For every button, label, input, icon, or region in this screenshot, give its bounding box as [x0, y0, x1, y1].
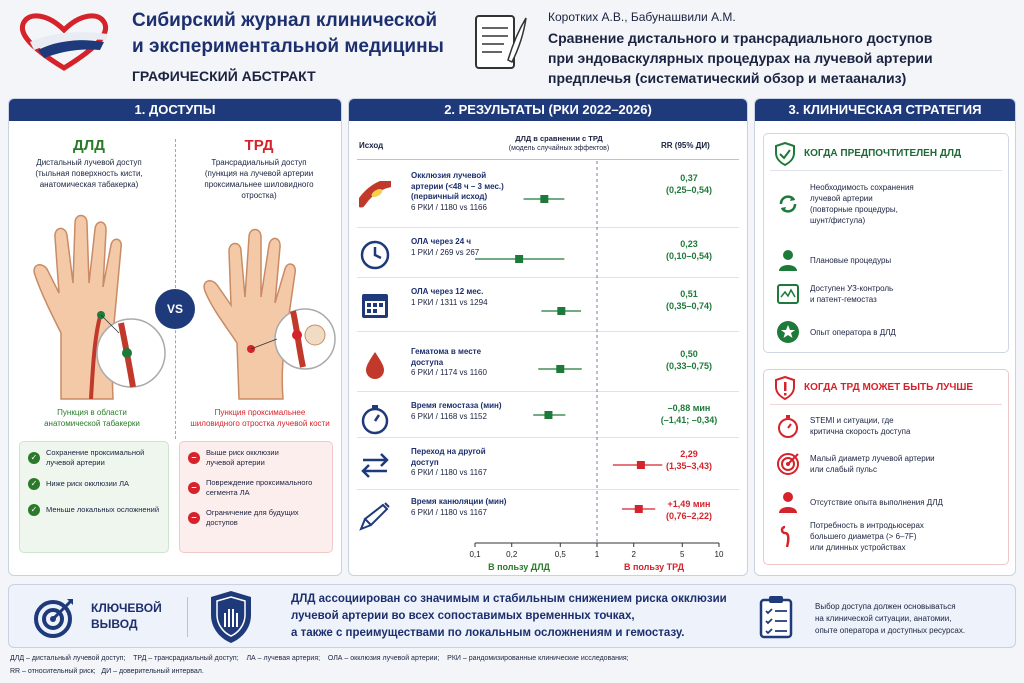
rr-ci: (0,35–0,74) [665, 301, 713, 311]
rr-ci: (0,10–0,54) [665, 251, 713, 261]
outcome-name: Гематома в месте доступа [411, 347, 482, 367]
trd-drawback-item: – Ограничение для будущих доступов [188, 508, 324, 528]
trd-abbr: ТРД [244, 137, 274, 154]
trd-hand-illustration [189, 203, 339, 403]
point-estimate [540, 195, 548, 203]
abbreviations-line1: ДЛД – дистальный лучевой доступ; ТРД – трансрадиальный доступ; ЛА – лучевая артерия; ОЛА – окклюзия лучевой артерии; РКИ – рандомизированные клинические исследования; [10, 655, 629, 662]
col-comparison-line2: (модель случайных эффектов) [508, 145, 610, 152]
dld-item-experience: Опыт оператора в ДЛД [776, 320, 996, 344]
section-accesses [8, 98, 342, 576]
abstract-label: ГРАФИЧЕСКИЙ АБСТРАКТ [132, 68, 316, 84]
rr-value: +1,49 мин [667, 499, 711, 509]
rr-ci: (0,76–2,22) [665, 511, 713, 521]
rr-ci: (0,25–0,54) [665, 185, 713, 195]
outcome-name: Время гемостаза (мин) [411, 401, 502, 410]
rr-value: 2,29 [680, 449, 698, 459]
outcome-name: ОЛА через 12 мес. [411, 287, 484, 296]
trd-desc3: проксимальнее шиловидного [204, 180, 314, 189]
trd-item-no-experience: Отсутствие опыта выполнения ДЛД [776, 490, 996, 514]
person-icon [776, 490, 800, 514]
side-note-line2: на клинической ситуации, анатомии, [815, 614, 952, 623]
trd-desc1: Трансрадиальный доступ [211, 158, 307, 167]
trd-drawback-item: – Выше риск окклюзии лучевой артерии [188, 448, 324, 468]
trd-puncture-line2: шиловидного отростка лучевой кости [190, 419, 330, 428]
dld-desc1: Дистальный лучевой доступ [36, 158, 142, 167]
dld-hand-illustration [21, 203, 171, 403]
journal-title-line1: Сибирский журнал клинической [132, 10, 438, 31]
outcome-trials: 6 РКИ / 1174 vs 1160 [411, 368, 487, 377]
rr-value: 0,51 [680, 289, 698, 299]
key-conclusion-label2: ВЫВОД [91, 617, 138, 631]
shield-check-icon [774, 142, 796, 166]
point-estimate [544, 411, 552, 419]
outcome-trials: 6 РКИ / 1180 vs 1167 [411, 507, 487, 517]
rr-ci: (1,35–3,43) [665, 461, 713, 471]
conclusion-bar [8, 584, 1016, 648]
minus-icon: – [188, 512, 200, 524]
paper-title-line3: предплечья (систематический обзор и метаанализ) [548, 70, 907, 86]
dld-preferred-title: КОГДА ПРЕДПОЧТИТЕЛЕН ДЛД [804, 148, 962, 159]
minus-icon: – [188, 482, 200, 494]
trd-item-stemi: STEMI и ситуации, где критична скорость доступа [776, 414, 996, 438]
check-icon: ✓ [28, 452, 40, 464]
journal-title-line2: и экспериментальной медицины [132, 36, 444, 57]
outcome-name: Переход на другой доступ [411, 447, 486, 467]
dld-item-ultrasound: Доступен УЗ-контроль и патент-гемостаз [776, 282, 996, 306]
rr-value: 0,50 [680, 349, 698, 359]
section-accesses-title: 1. ДОСТУПЫ [9, 99, 341, 121]
paper-title-line1: Сравнение дистального и трансрадиального доступов [548, 30, 933, 46]
star-badge-icon [776, 320, 800, 344]
x-tick-label: 1 [594, 550, 600, 559]
rr-ci: (–1,41; –0,34) [660, 415, 718, 425]
authors: Коротких А.В., Бабунашвили А.М. [548, 10, 736, 24]
section-results-title: 2. РЕЗУЛЬТАТЫ (РКИ 2022–2026) [349, 99, 747, 121]
trd-item-small-artery: Малый диаметр лучевой артерии или слабый пульс [776, 452, 996, 476]
clipboard-checklist-icon [759, 595, 793, 639]
person-icon [776, 248, 800, 272]
outcome-trials: 6 РКИ / 1180 vs 1167 [411, 468, 487, 477]
vs-badge: VS [155, 289, 195, 329]
dld-desc3: анатомическая табакерка) [39, 180, 139, 189]
trd-desc2: (пункция на лучевой артерии [204, 169, 314, 178]
catheter-icon [776, 525, 800, 549]
dld-item-preserve: Необходимость сохранения лучевой артерии (повторные процедуры, шунт/фистула) [776, 182, 996, 226]
outcome-name: ОЛА через 24 ч [411, 237, 472, 246]
dld-puncture-line2: анатомической табакерки [44, 419, 140, 428]
dld-puncture-line1: Пункция в области [57, 408, 127, 417]
rr-value: –0,88 мин [667, 403, 711, 413]
section-strategy-title: 3. КЛИНИЧЕСКАЯ СТРАТЕГИЯ [755, 99, 1015, 121]
shield-alert-icon [774, 376, 796, 400]
outcome-trials: 6 РКИ / 1168 vs 1152 [411, 411, 487, 421]
outcome-name: Время канюляции (мин) [411, 497, 507, 506]
conclusion-text-line2: лучевой артерии во всех сопоставимых временных точках, [291, 610, 635, 622]
ultrasound-monitor-icon [776, 282, 800, 306]
point-estimate [515, 255, 523, 263]
trd-drawbacks-box [179, 441, 333, 553]
rr-value: 0,37 [680, 173, 698, 183]
rr-ci: (0,33–0,75) [665, 361, 713, 371]
dld-benefit-item: ✓ Ниже риск окклюзии ЛА [28, 478, 160, 490]
dld-benefit-item: ✓ Сохранение проксимальной лучевой артерии [28, 448, 160, 468]
conclusion-text-line3: а также с преимуществами по локальным осложнениям и гемостазу. [291, 627, 685, 639]
minus-icon: – [188, 452, 200, 464]
section-results [348, 98, 748, 576]
outcome-trials: 1 РКИ / 1311 vs 1294 [411, 297, 488, 307]
x-tick-label: 0,2 [506, 550, 518, 559]
target-icon [776, 452, 800, 476]
favor-trd-label: В пользу ТРД [623, 562, 685, 572]
outcome-trials: 1 РКИ / 269 vs 267 [411, 247, 480, 257]
abbreviations-line2: RR – относительный риск; ДИ – доверительный интервал. [10, 668, 204, 675]
dld-abbr: ДЛД [73, 137, 105, 154]
paper-title-line2: при эндоваскулярных процедурах на лучевой артерии [548, 50, 933, 66]
dld-desc2: (тыльная поверхность кисти, [35, 169, 143, 178]
trd-drawback-item: – Повреждение проксимального сегмента ЛА [188, 478, 324, 498]
point-estimate [557, 307, 565, 315]
point-estimate [637, 461, 645, 469]
conclusion-divider [187, 597, 188, 637]
dld-benefits-box [19, 441, 169, 553]
point-estimate [556, 365, 564, 373]
dld-preferred-rule [770, 170, 1002, 171]
conclusion-text-line1: ДЛД ассоциирован со значимым и стабильным снижением риска окклюзии [291, 593, 727, 605]
check-icon: ✓ [28, 478, 40, 490]
side-note-line3: опыте оператора и доступных ресурсах. [815, 626, 966, 635]
x-tick-label: 2 [631, 550, 636, 559]
outcome-trials: 6 РКИ / 1180 vs 1166 [411, 202, 487, 212]
side-note-line1: Выбор доступа должен основываться [815, 602, 956, 611]
cycle-arrows-icon [776, 192, 800, 216]
col-comparison-line1: ДЛД в сравнении с ТРД [515, 134, 603, 143]
target-arrow-icon [33, 597, 75, 639]
trd-item-large-sheath: Потребность в интродьюсерах большего диаметра (> 6–7F) или длинных устройствах [776, 520, 996, 553]
outcome-name: Окклюзия лучевой артерии (<48 ч – 3 мес.) (первичный исход) [411, 171, 504, 201]
dld-benefit-item: ✓ Меньше локальных осложнений [28, 504, 160, 516]
dld-preferred-box [763, 133, 1009, 353]
col-rr: RR (95% ДИ) [661, 141, 710, 150]
check-icon: ✓ [28, 504, 40, 516]
section-strategy [754, 98, 1016, 576]
col-outcome: Исход [359, 141, 384, 150]
dld-item-planned: Плановые процедуры [776, 248, 996, 272]
x-tick-label: 0,1 [469, 550, 481, 559]
trd-desc4: отростка) [241, 191, 277, 200]
key-conclusion-label1: КЛЮЧЕВОЙ [91, 601, 162, 615]
trd-better-box [763, 369, 1009, 565]
x-tick-label: 10 [714, 550, 724, 559]
point-estimate [635, 505, 643, 513]
rr-value: 0,23 [680, 239, 698, 249]
forest-plot [349, 99, 748, 576]
stopwatch-icon [776, 414, 800, 438]
x-tick-label: 5 [680, 550, 685, 559]
journal-logo-icon [8, 10, 120, 72]
x-tick-label: 0,5 [554, 550, 566, 559]
favor-dld-label: В пользу ДЛД [488, 562, 550, 572]
shield-hand-icon [207, 589, 255, 645]
trd-puncture-line1: Пункция проксимальнее [214, 408, 306, 417]
trd-better-title: КОГДА ТРД МОЖЕТ БЫТЬ ЛУЧШЕ [804, 382, 974, 393]
scroll-quill-icon [468, 10, 530, 76]
trd-better-rule [770, 404, 1002, 405]
